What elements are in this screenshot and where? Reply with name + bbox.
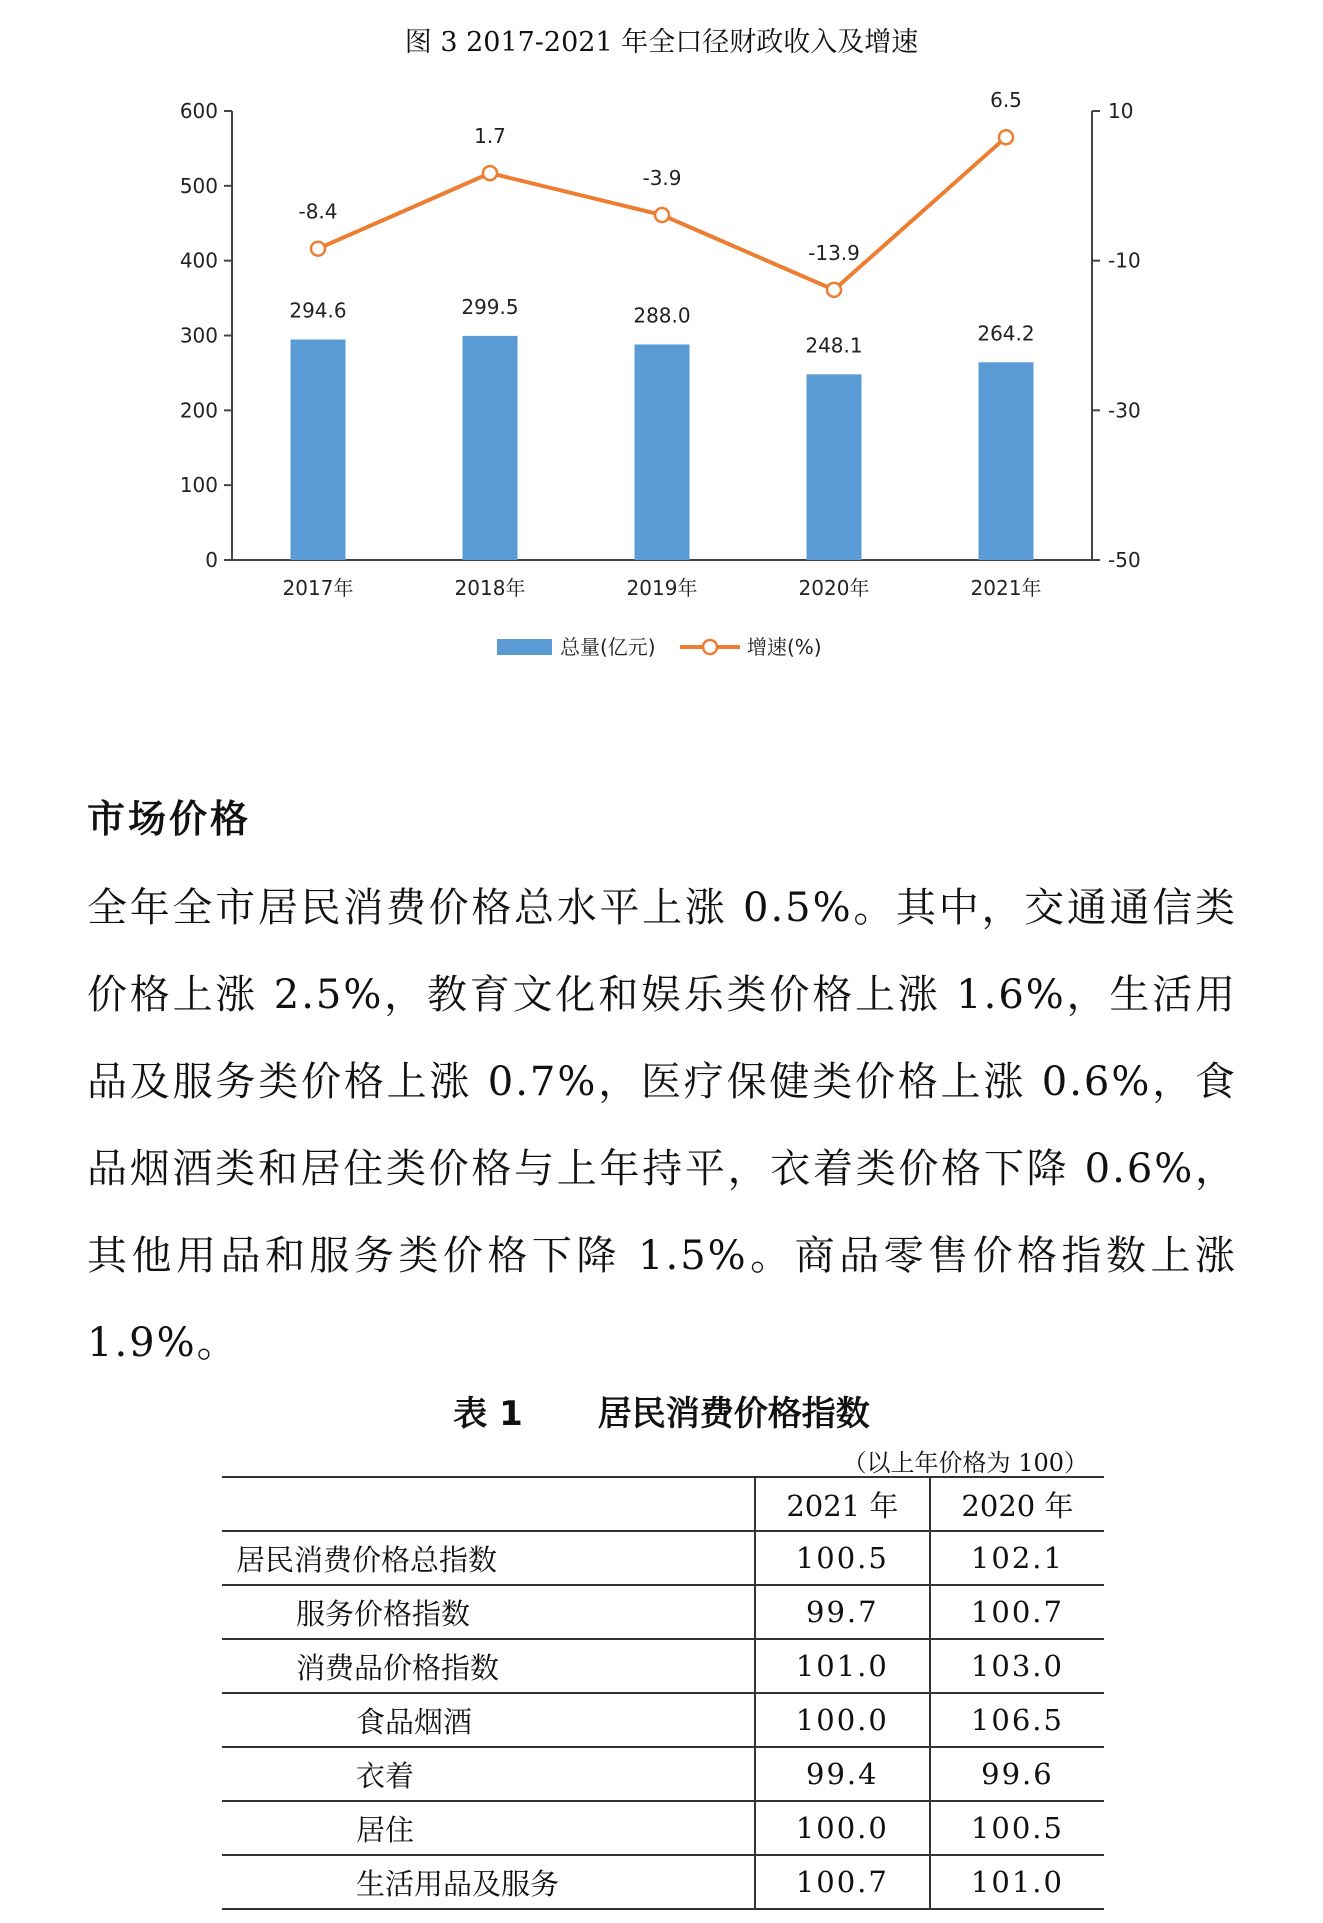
revenue-chart (0, 75, 1323, 675)
row-label: 消费品价格指数 (222, 1639, 755, 1693)
line-point (483, 166, 497, 180)
bar-data-label: 288.0 (633, 303, 691, 328)
table-note: （以上年价格为 100） (842, 1449, 1088, 1477)
chart-title: 图 3 2017-2021 年全口径财政收入及增速 (404, 27, 919, 58)
left-axis-tick-label: 600 (179, 99, 218, 123)
value-2021: 101.0 (755, 1639, 930, 1693)
value-2021: 100.7 (755, 1855, 930, 1909)
line-data-label: -13.9 (808, 240, 860, 265)
table-title: 居民消费价格指数 (597, 1394, 870, 1434)
table-row (222, 1855, 1104, 1909)
right-axis-tick-label: -10 (1108, 248, 1141, 273)
x-axis-tick-label: 2019年 (626, 576, 698, 600)
row-label: 居住 (222, 1801, 755, 1855)
line-point (311, 242, 325, 256)
left-axis-tick-label: 200 (179, 398, 218, 423)
table-header-2020: 2020 年 (930, 1477, 1104, 1531)
table-row (222, 1801, 1104, 1855)
bar-data-label: 299.5 (461, 294, 519, 319)
value-2020: 101.0 (930, 1855, 1104, 1909)
row-label: 食品烟酒 (222, 1693, 755, 1747)
table-header-2021: 2021 年 (755, 1477, 930, 1531)
body-paragraph: 全年全市居民消费价格总水平上涨 0.5%。其中，交通通信类价格上涨 2.5%，教育文化和娱乐类价格上涨 1.6%，生活用品及服务类价格上涨 0.7%，医疗保健类价格上涨 0.6%，食品烟酒类和居住类价格与上年持平，衣着类价格下降 0.6%，其他用品和服务类价格下降 1.5%。商品零售价格指数上涨 1.9%。 (87, 885, 1237, 1366)
left-axis-tick-label: 0 (205, 548, 218, 572)
value-2021: 100.0 (755, 1693, 930, 1747)
right-axis-tick-label: -30 (1108, 398, 1141, 423)
left-axis-tick-label: 500 (179, 173, 218, 198)
x-axis-tick-label: 2017年 (282, 576, 354, 600)
cpi-table (222, 1476, 1104, 1910)
left-axis-tick-label: 300 (179, 323, 218, 348)
value-2020: 103.0 (930, 1639, 1104, 1693)
value-2021: 99.4 (755, 1747, 930, 1801)
legend-label-bar: 总量(亿元) (560, 635, 656, 659)
right-axis-tick-label: -50 (1108, 548, 1141, 572)
value-2020: 102.1 (930, 1531, 1104, 1585)
left-axis-tick-label: 400 (179, 248, 218, 273)
value-2020: 106.5 (930, 1693, 1104, 1747)
x-axis-tick-label: 2020年 (798, 576, 870, 600)
line-data-label: -3.9 (642, 166, 682, 191)
line-point (827, 283, 841, 297)
value-2021: 100.0 (755, 1801, 930, 1855)
legend-swatch-marker (703, 640, 717, 654)
right-axis-tick-label: 10 (1108, 99, 1134, 123)
line-data-label: 1.7 (474, 124, 506, 149)
table-row (222, 1531, 1104, 1585)
bar (979, 362, 1034, 560)
line-point (655, 208, 669, 222)
line-point (999, 130, 1013, 144)
row-label: 服务价格指数 (222, 1585, 755, 1639)
table-header-row (222, 1477, 1104, 1531)
row-label: 生活用品及服务 (222, 1855, 755, 1909)
x-axis-tick-label: 2018年 (454, 576, 526, 600)
value-2020: 100.7 (930, 1585, 1104, 1639)
line-data-label: -8.4 (298, 199, 338, 224)
bar (291, 340, 346, 560)
table-row (222, 1585, 1104, 1639)
table-row (222, 1747, 1104, 1801)
x-axis-tick-label: 2021年 (970, 576, 1042, 600)
bar (463, 336, 518, 560)
legend-swatch-bar (497, 639, 552, 655)
row-label: 衣着 (222, 1747, 755, 1801)
table-row (222, 1639, 1104, 1693)
section-heading: 市场价格 (87, 797, 252, 841)
bar-data-label: 294.6 (289, 298, 347, 323)
bar (635, 344, 690, 560)
value-2021: 99.7 (755, 1585, 930, 1639)
table-header-blank (222, 1477, 755, 1531)
value-2020: 100.5 (930, 1801, 1104, 1855)
table-number: 表 1 (453, 1394, 523, 1434)
value-2020: 99.6 (930, 1747, 1104, 1801)
line-data-label: 6.5 (990, 88, 1022, 113)
bar (807, 374, 862, 560)
table-caption (0, 1386, 1323, 1435)
value-2021: 100.5 (755, 1531, 930, 1585)
legend-label-line: 增速(%) (747, 635, 822, 659)
table-row (222, 1693, 1104, 1747)
row-label: 居民消费价格总指数 (222, 1531, 755, 1585)
bar-data-label: 248.1 (805, 333, 863, 358)
bar-data-label: 264.2 (977, 321, 1035, 346)
left-axis-tick-label: 100 (179, 473, 218, 498)
